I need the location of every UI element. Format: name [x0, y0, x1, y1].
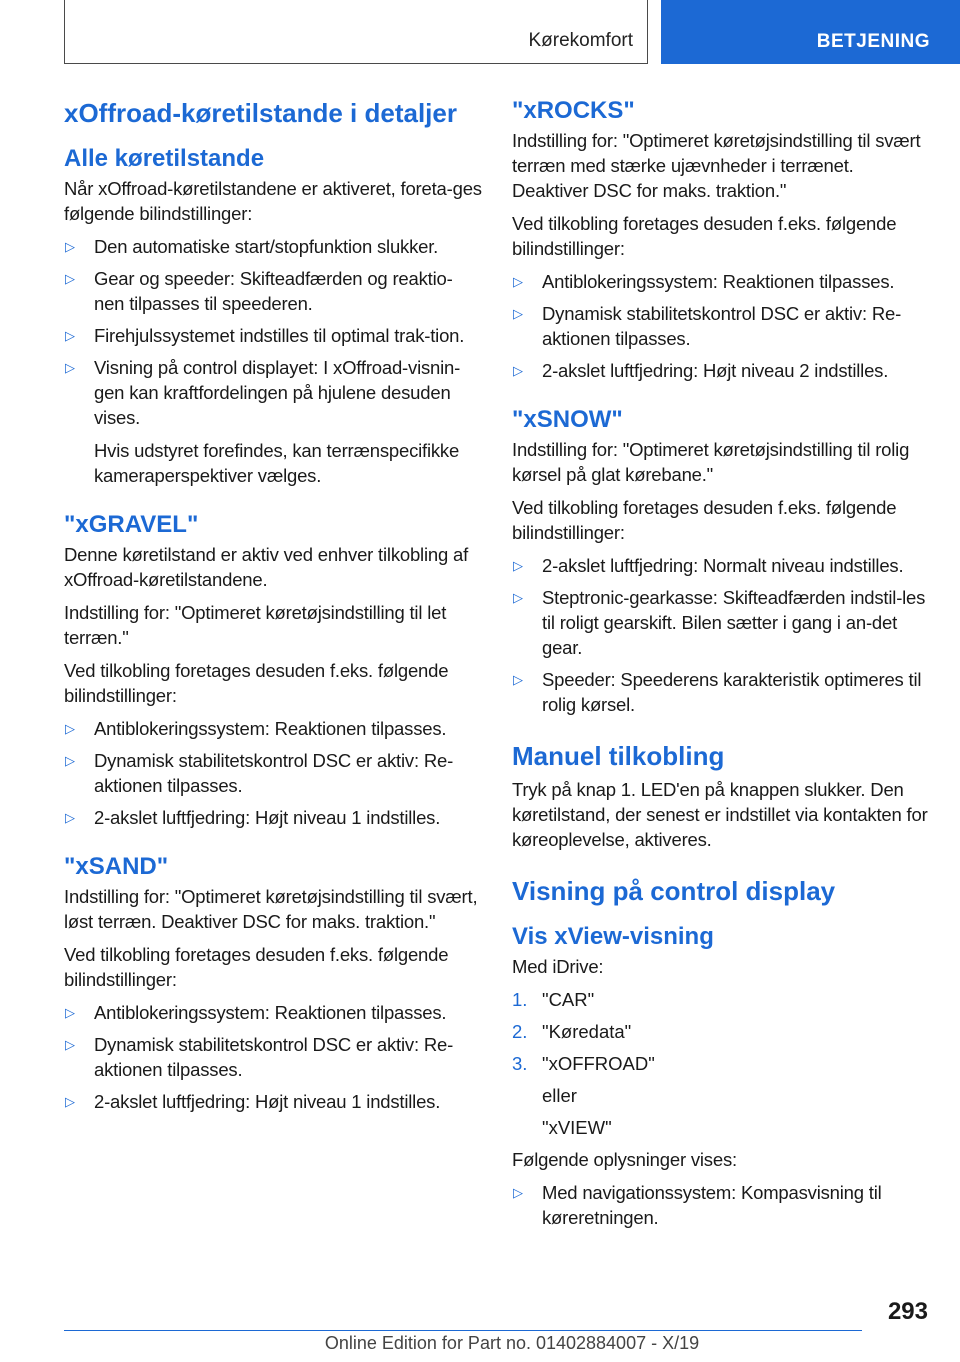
visning-steps — [512, 987, 928, 1076]
step-alt: "xVIEW" — [542, 1117, 612, 1138]
triangle-bullet-icon: ▷ — [513, 558, 523, 573]
list-item: ▷ 2-akslet luftfjedring: Højt niveau 1 indstilles. — [65, 807, 441, 828]
step-item: 3. "xOFFROAD" — [512, 1053, 655, 1074]
step-item: 2. "Køredata" — [512, 1021, 632, 1042]
list-item: ▷ Firehjulssystemet indstilles til optimal trak-tion. — [65, 325, 465, 346]
gravel-p1: Denne køretilstand er aktiv ved enhver tilkobling af xOffroad-køretilstandene. — [64, 544, 469, 590]
heading-snow: "xSNOW" — [512, 406, 623, 433]
right-column — [512, 96, 928, 1238]
heading-manuel: Manuel tilkobling — [512, 741, 725, 771]
snow-p2: Ved tilkobling foretages desuden f.eks. følgende bilindstillinger: — [512, 497, 897, 543]
triangle-bullet-icon: ▷ — [513, 274, 523, 289]
list-item: ▷ 2-akslet luftfjedring: Højt niveau 1 indstilles. — [65, 1091, 441, 1112]
step-item: 1. "CAR" — [512, 989, 595, 1010]
heading-xview: Vis xView-visning — [512, 923, 714, 950]
gravel-p3: Ved tilkobling foretages desuden f.eks. følgende bilindstillinger: — [64, 660, 449, 706]
list-item: ▷ Antiblokeringssystem: Reaktionen tilpasses. — [513, 271, 895, 292]
triangle-bullet-icon: ▷ — [65, 328, 75, 343]
sand-p2: Ved tilkobling foretages desuden f.eks. følgende bilindstillinger: — [64, 944, 449, 990]
triangle-bullet-icon: ▷ — [513, 363, 523, 378]
triangle-bullet-icon: ▷ — [513, 590, 523, 605]
list-item: ▷ Dynamisk stabilitetskontrol DSC er aktiv: Re-aktionen tilpasses. — [513, 303, 902, 349]
list-item: ▷ Visning på control displayet: I xOffroad-visnin-gen kan kraftfordelingen på hjulene desuden vises. — [65, 357, 461, 428]
sand-list — [64, 1000, 482, 1114]
list-item: ▷ Antiblokeringssystem: Reaktionen tilpasses. — [65, 718, 447, 739]
alle-list — [64, 234, 482, 430]
heading-visning: Visning på control display — [512, 876, 836, 906]
section-label: BETJENING — [816, 31, 930, 52]
heading-sand: "xSAND" — [64, 853, 169, 880]
chapter-label: Kørekomfort — [528, 30, 633, 51]
section-tab — [661, 0, 960, 64]
footer-divider — [64, 1330, 862, 1331]
list-item: ▷ Dynamisk stabilitetskontrol DSC er aktiv: Re-aktionen tilpasses. — [65, 750, 454, 796]
page-title: xOffroad-køretilstande i detaljer — [64, 98, 457, 128]
footer-edition: Online Edition for Part no. 01402884007 - X/19 — [324, 1333, 700, 1353]
heading-rocks: "xROCKS" — [512, 97, 635, 124]
visning-p1: Med iDrive: — [512, 956, 604, 977]
sand-p1: Indstilling for: "Optimeret køretøjsindstilling til svært, løst terræn. Deaktiver DSC for maks. traktion." — [64, 886, 478, 932]
triangle-bullet-icon: ▷ — [513, 1185, 523, 1200]
list-item: ▷ Speeder: Speederens karakteristik optimeres til rolig kørsel. — [513, 669, 922, 715]
heading-alle: Alle køretilstande — [64, 145, 265, 172]
chapter-tab — [64, 0, 648, 64]
alle-intro: Når xOffroad-køretilstandene er aktiveret, foreta-ges følgende bilindstillinger: — [64, 178, 482, 224]
triangle-bullet-icon: ▷ — [65, 360, 75, 375]
visning-list — [512, 1180, 928, 1230]
page-header — [0, 0, 960, 66]
step-number: 2. — [512, 1021, 528, 1042]
alle-sub-note: Hvis udstyret forefindes, kan terrænspecifikke kameraperspektiver vælges. — [94, 440, 460, 486]
manuel-p1: Tryk på knap 1. LED'en på knappen slukker. Den køretilstand, der senest er indstillet via kontakten for køreoplevelse, aktiveres. — [512, 779, 928, 850]
heading-gravel: "xGRAVEL" — [64, 511, 199, 538]
triangle-bullet-icon: ▷ — [65, 1005, 75, 1020]
list-item: ▷ 2-akslet luftfjedring: Højt niveau 2 indstilles. — [513, 360, 889, 381]
triangle-bullet-icon: ▷ — [513, 672, 523, 687]
list-item: ▷ Steptronic-gearkasse: Skifteadfærden indstil-les til roligt gearskift. Bilen sætter i gang i an-det gear. — [513, 587, 926, 658]
list-item: ▷ Gear og speeder: Skifteadfærden og reaktio-nen tilpasses til speederen. — [65, 268, 453, 314]
triangle-bullet-icon: ▷ — [65, 810, 75, 825]
snow-p1: Indstilling for: "Optimeret køretøjsindstilling til rolig kørsel på glat kørebane." — [512, 439, 910, 485]
triangle-bullet-icon: ▷ — [65, 721, 75, 736]
triangle-bullet-icon: ▷ — [513, 306, 523, 321]
triangle-bullet-icon: ▷ — [65, 753, 75, 768]
left-column — [64, 96, 482, 1122]
triangle-bullet-icon: ▷ — [65, 239, 75, 254]
snow-list — [512, 553, 928, 717]
gravel-list — [64, 716, 482, 830]
list-item: ▷ Den automatiske start/stopfunktion slukker. — [65, 236, 439, 257]
triangle-bullet-icon: ▷ — [65, 1094, 75, 1109]
visning-p2: Følgende oplysninger vises: — [512, 1149, 737, 1170]
list-item: ▷ 2-akslet luftfjedring: Normalt niveau indstilles. — [513, 555, 904, 576]
rocks-list — [512, 269, 928, 383]
list-item: ▷ Med navigationssystem: Kompasvisning til køreretningen. — [513, 1182, 882, 1228]
step-number: 3. — [512, 1053, 528, 1074]
rocks-p1: Indstilling for: "Optimeret køretøjsindstilling til svært terræn med stærke ujævnheder i terrænet. Deaktiver DSC for maks. traktion." — [512, 130, 921, 201]
list-item: ▷ Antiblokeringssystem: Reaktionen tilpasses. — [65, 1002, 447, 1023]
list-item: ▷ Dynamisk stabilitetskontrol DSC er aktiv: Re-aktionen tilpasses. — [65, 1034, 454, 1080]
step-number: 1. — [512, 989, 528, 1010]
gravel-p2: Indstilling for: "Optimeret køretøjsindstilling til let terræn." — [64, 602, 447, 648]
step-or: eller — [542, 1085, 577, 1106]
triangle-bullet-icon: ▷ — [65, 1037, 75, 1052]
page-number: 293 — [887, 1298, 928, 1325]
rocks-p2: Ved tilkobling foretages desuden f.eks. følgende bilindstillinger: — [512, 213, 897, 259]
triangle-bullet-icon: ▷ — [65, 271, 75, 286]
